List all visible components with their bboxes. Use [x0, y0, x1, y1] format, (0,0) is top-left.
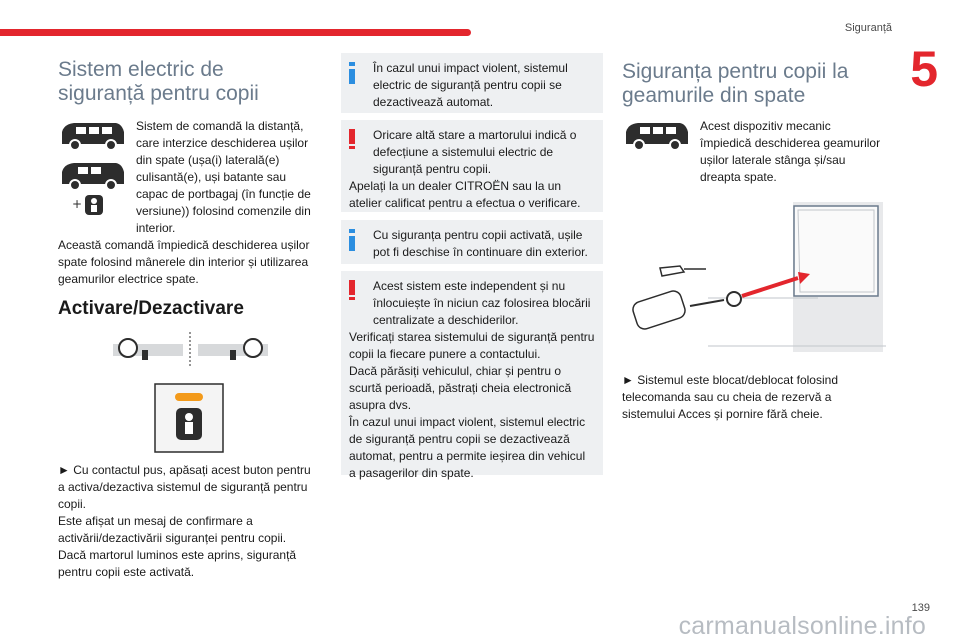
info-icon — [349, 62, 355, 84]
warning-icon — [349, 129, 355, 149]
van-icon — [58, 118, 128, 159]
instruction-2: Este afișat un mesaj de confirmare a activării/dezactivării siguranței pentru copii. — [58, 514, 287, 545]
info-note-2: Cu siguranța pentru copii activată, ușile pot fi deschise în continuare din exterior. — [341, 220, 603, 264]
window-lock-instruction: ► Sistemul este blocat/deblocat folosind telecomanda sau cu cheia de rezervă a sistemului Acces și pornire fără cheie. — [622, 373, 838, 421]
van-child-icon — [58, 158, 128, 225]
svg-text:+: + — [72, 197, 83, 211]
chapter-number: 5 — [910, 41, 938, 97]
watermark: carmanualsonline.info — [678, 612, 926, 640]
instruction-1: ► Cu contactul pus, apăsați acest buton pentru a activa/dezactiva sistemul de siguranță pentru copii. — [58, 463, 311, 511]
van-icon — [622, 118, 692, 159]
subtitle-activation: Activare/Dezactivare — [58, 298, 244, 319]
child-lock-button-icon — [154, 383, 224, 458]
warning-note-1: Oricare altă stare a martorului indică o defecțiune a sistemului electric de siguranță pentru copii. Apelați la un dealer CITROËN sau la un atelier calificat pentru a efectua o verificare. — [341, 120, 603, 212]
top-accent-bar — [0, 29, 471, 36]
window-lock-intro: Acest dispozitiv mecanic împiedică deschiderea geamurilor ușilor laterale stânga și/sau dreapta spate. — [700, 119, 881, 184]
intro-paragraph: Această comandă împiedică deschiderea ușilor spate folosind mânerele din interior și utilizarea geamurilor electrice spate. — [58, 238, 310, 286]
steering-wheel-icon — [108, 330, 273, 375]
warning-note-2: Acest sistem este independent și nu înlocuiește în niciun caz folosirea blocării centralizate a deschiderilor. Verificați starea sistemului de siguranță pentru copii la fiecare punere a contactului. Dacă părăsiți vehiculul, chiar și pentru o scurtă perioadă, păstrați cheia electronică asupra dvs. În cazul unui impact violent, sistemul electric de siguranță pentru copii se dezactivează automat, pentru a permite ieșirea din vehicul a pasagerilor din spate. — [341, 271, 603, 475]
warning-icon — [349, 280, 355, 300]
section-title-window-lock: Siguranța pentru copii la geamurile din spate — [622, 60, 849, 107]
section-label: Siguranță — [844, 22, 892, 34]
info-icon — [349, 229, 355, 251]
section-title-electric-child-lock: Sistem electric de siguranță pentru copii — [58, 58, 259, 105]
door-window-icon — [628, 196, 886, 361]
intro-text: Sistem de comandă la distanță, care interzice deschiderea ușilor din spate (ușa(i) laterală(e) culisantă(e), uși batante sau capac de portbagaj (în funcție de versiune)) folosind comenzile din interior. — [136, 119, 311, 235]
info-note-1: În cazul unui impact violent, sistemul electric de siguranță pentru copii se dezactivează automat. — [341, 53, 603, 113]
instruction-3: Dacă martorul luminos este aprins, siguranță pentru copii este activată. — [58, 548, 297, 579]
page-number: 139 — [911, 602, 930, 614]
